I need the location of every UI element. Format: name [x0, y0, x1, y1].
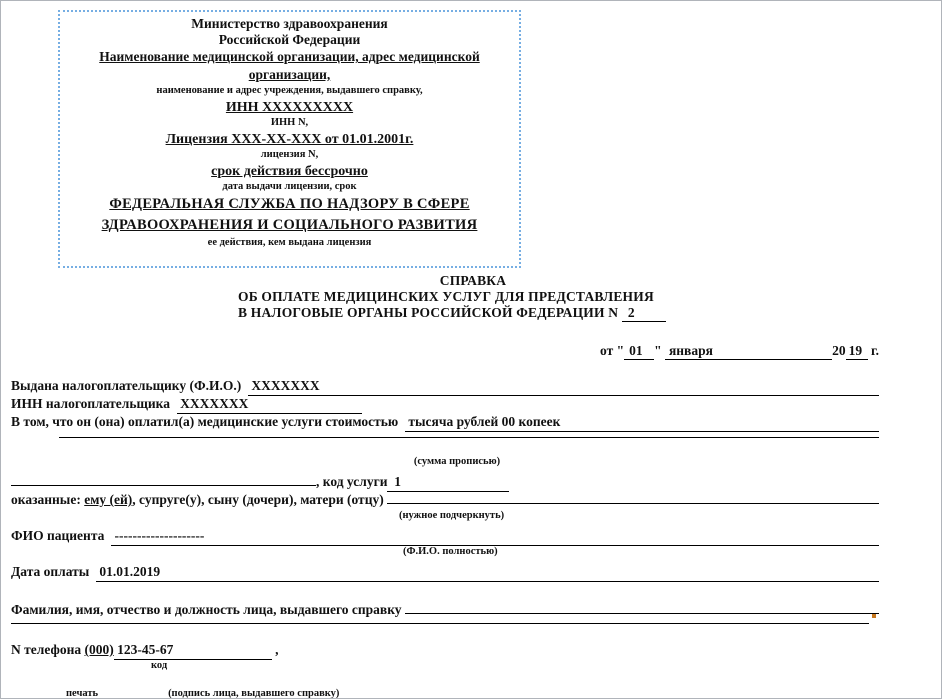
- taxpayer-name-row: [11, 377, 879, 395]
- services-rendered-label: оказанные:: [11, 492, 85, 507]
- issuer-name-label: Фамилия, имя, отчество и должность лица, выдавшего справку: [11, 602, 405, 617]
- organization-hint: наименование и адрес учреждения, выдавшего справку,: [156, 85, 423, 96]
- date-quote: ": [654, 343, 665, 358]
- ministry-line-1: Министерство здравоохранения: [191, 16, 388, 31]
- payment-date-field: 01.01.2019: [96, 563, 879, 582]
- underline-needed-hint: (нужное подчеркнуть): [399, 510, 505, 521]
- taxpayer-inn-field: ХХХХХХХ: [177, 395, 362, 414]
- date-day-field: 01: [624, 342, 654, 360]
- stamp-label: печать: [66, 688, 99, 699]
- title-line-2: ОБ ОПЛАТЕ МЕДИЦИНСКИХ УСЛУГ ДЛЯ ПРЕДСТАВЛЕНИЯ: [238, 289, 654, 304]
- payment-amount-field: тысяча рублей 00 копеек: [405, 413, 879, 432]
- date-month-field: января: [665, 342, 832, 360]
- recipient-blank-field: [387, 503, 879, 504]
- date-suffix: г.: [867, 343, 879, 358]
- authority-line-2: ЗДРАВООХРАНЕНИЯ И СОЦИАЛЬНОГО РАЗВИТИЯ: [101, 217, 478, 233]
- services-rendered-row: [11, 491, 879, 509]
- stamp-signature-row: [11, 687, 879, 699]
- phone-number-field: 123-45-67: [114, 641, 272, 660]
- payment-date-row: [11, 563, 879, 581]
- taxpayer-name-field: ХХХХХХХ: [248, 377, 879, 396]
- payment-amount-row: [11, 413, 879, 431]
- service-code-row: [11, 473, 879, 491]
- phone-comma: ,: [271, 642, 279, 657]
- cursor-artifact-dot: [872, 614, 876, 618]
- license-line: Лицензия XXX-XX-XXX от 01.01.2001г.: [165, 132, 414, 147]
- phone-row: [11, 641, 879, 659]
- recipient-options-rest: , супруге(у), сыну (дочери), матери (отцу): [132, 492, 388, 507]
- date-year-prefix: 20: [832, 343, 846, 358]
- authority-hint: ее действия, кем выдана лицензия: [207, 237, 372, 248]
- patient-name-row: [11, 527, 879, 545]
- payment-date-label: Дата оплаты: [11, 564, 97, 579]
- title-line-3-prefix: В НАЛОГОВЫЕ ОРГАНЫ РОССИЙСКОЙ ФЕДЕРАЦИИ N: [238, 305, 622, 320]
- recipient-option-self: ему (ей): [84, 492, 133, 507]
- license-validity: срок действия бессрочно: [211, 164, 368, 179]
- patient-fullname-hint: (Ф.И.О. полностью): [403, 546, 498, 557]
- provider-info-box: [58, 10, 521, 268]
- certificate-number-field: 2: [622, 305, 666, 322]
- document-title: [238, 273, 708, 322]
- area-code-hint: код: [151, 660, 168, 671]
- issuer-continuation-row: [11, 623, 879, 641]
- title-line-3: [238, 305, 708, 322]
- taxpayer-inn-row: [11, 395, 879, 413]
- authority-line-1: ФЕДЕРАЛЬНАЯ СЛУЖБА ПО НАДЗОРУ В СФЕРЕ: [109, 196, 470, 212]
- phone-area-code: (000): [84, 642, 114, 657]
- license-hint: лицензия N,: [260, 149, 319, 160]
- ministry-line-2: Российской Федерации: [218, 32, 361, 47]
- issuer-continuation-field: [11, 623, 869, 624]
- inn-value-header: ИНН ХХХХХХХХХ: [225, 100, 354, 115]
- sum-in-words-hint: (сумма прописью): [413, 456, 501, 467]
- title-line-1: СПРАВКА: [439, 273, 507, 288]
- patient-name-label: ФИО пациента: [11, 528, 112, 543]
- certificate-body: [11, 377, 879, 699]
- issuer-name-row: [11, 601, 879, 619]
- organization-name: Наименование медицинской организации, адрес медицинской организации,: [99, 49, 480, 82]
- patient-name-field: --------------------: [111, 527, 879, 546]
- phone-label: N телефона: [11, 642, 85, 657]
- service-code-label: , код услуги: [316, 474, 388, 489]
- inn-hint: ИНН N,: [270, 117, 309, 128]
- date-year-field: 19: [846, 342, 868, 360]
- issue-date-line: [600, 342, 879, 360]
- validity-hint: дата выдачи лицензии, срок: [222, 181, 357, 192]
- date-prefix: от ": [600, 343, 625, 358]
- amount-blank-field: [11, 485, 316, 486]
- amount-continuation-row: [11, 437, 879, 455]
- signature-hint: (подпись лица, выдавшего справку): [168, 688, 340, 699]
- service-code-field: 1: [387, 473, 509, 492]
- taxpayer-name-label: Выдана налогоплательщику (Ф.И.О.): [11, 378, 248, 393]
- issuer-name-field: [405, 613, 879, 614]
- amount-continuation-field: [59, 437, 879, 438]
- taxpayer-inn-label: ИНН налогоплательщика: [11, 396, 177, 411]
- payment-amount-label: В том, что он (она) оплатил(а) медицинские услуги стоимостью: [11, 414, 405, 429]
